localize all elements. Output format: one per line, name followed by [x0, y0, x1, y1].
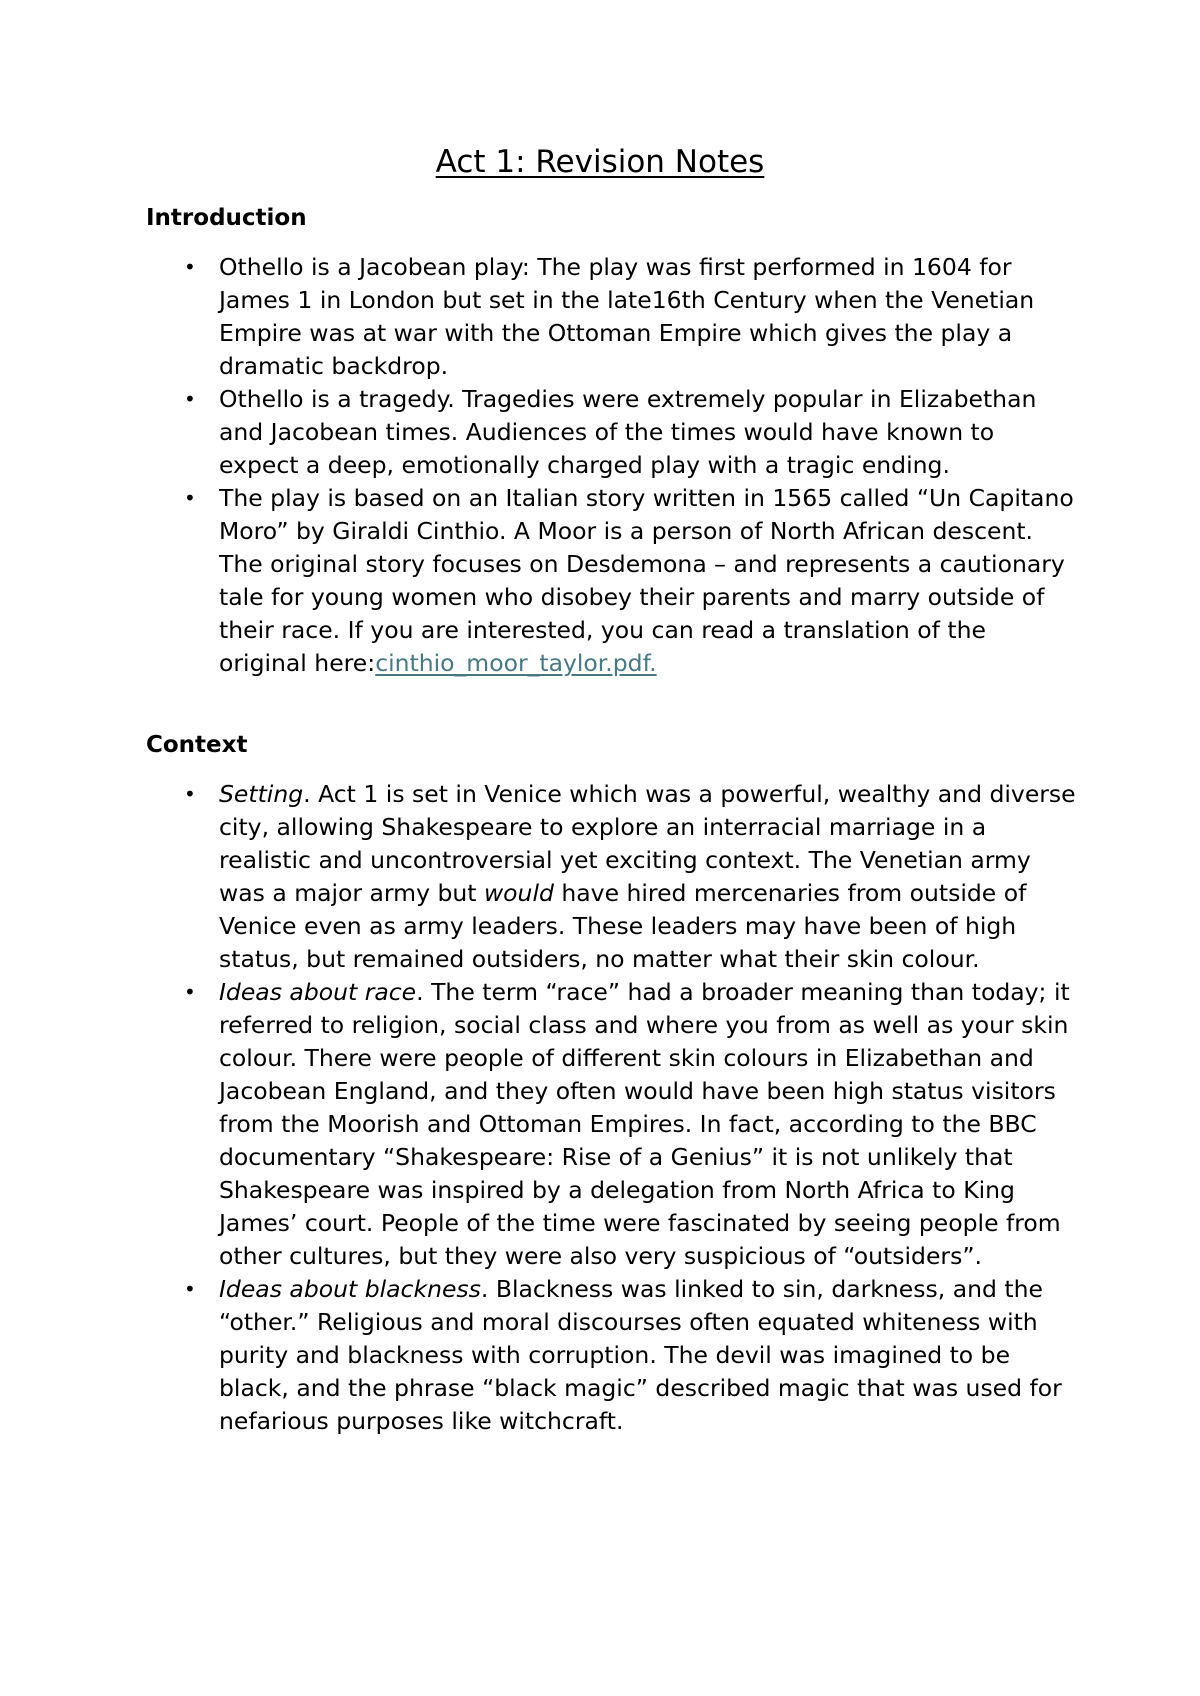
page-title: Act 1: Revision Notes	[435, 144, 765, 180]
context-list	[146, 778, 1076, 1438]
list-item	[146, 482, 1076, 680]
race-lead: Ideas about race	[219, 978, 417, 1006]
context-heading: Context	[146, 732, 248, 758]
list-item	[146, 1273, 1076, 1438]
list-item	[146, 251, 1076, 383]
introduction-heading: Introduction	[146, 205, 307, 231]
list-item-text: . Act 1 is set in Venice which was a powerful, wealthy and diverse city, allowing Shakespeare to explore an interracial marriage in a realistic and uncontroversial yet exciting context. The Venetian army was a major army but	[219, 780, 1076, 907]
list-item	[146, 778, 1076, 976]
bullet-icon: •	[184, 387, 196, 411]
bullet-icon: •	[184, 486, 196, 510]
list-item-text: Othello is a Jacobean play: The play was first performed in 1604 for James 1 in London but set in the late16th Century when the Venetian Empire was at war with the Ottoman Empire which gives the play a dramatic backdrop.	[219, 253, 1035, 380]
pdf-link[interactable]: cinthio_moor_taylor.pdf.	[375, 649, 657, 677]
bullet-icon: •	[184, 782, 196, 806]
bullet-icon: •	[184, 980, 196, 1004]
list-item	[146, 976, 1076, 1273]
list-item-text: Othello is a tragedy. Tragedies were extremely popular in Elizabethan and Jacobean times. Audiences of the times would have known to expect a deep, emotionally charged play with a tragic ending.	[219, 385, 1037, 479]
setting-lead: Setting	[219, 780, 304, 808]
bullet-icon: •	[184, 255, 196, 279]
list-item-text: . Blackness was linked to sin, darkness, and the “other.” Religious and moral discourses often equated whiteness with purity and blackness with corruption. The devil was imagined to be black, and the phrase “black magic” described magic that was used for nefarious purposes like witchcraft.	[219, 1275, 1062, 1435]
list-item-text: . The term “race” had a broader meaning than today; it referred to religion, social class and where you from as well as your skin colour. There were people of different skin colours in Elizabethan and Jacobean England, and they often would have been high status visitors from the Moorish and Ottoman Empires. In fact, according to the BBC documentary “Shakespeare: Rise of a Genius” it is not unlikely that Shakespeare was inspired by a delegation from North Africa to King James’ court. People of the time were fascinated by seeing people from other cultures, but they were also very suspicious of “outsiders”.	[219, 978, 1070, 1270]
list-item	[146, 383, 1076, 482]
blackness-lead: Ideas about blackness	[219, 1275, 481, 1303]
list-item-text: The play is based on an Italian story written in 1565 called “Un Capitano Moro” by Giraldi Cinthio. A Moor is a person of North African descent. The original story focuses on Desdemona – and represents a cautionary tale for young women who disobey their parents and marry outside of their race. If you are interested, you can read a translation of the original here:	[219, 484, 1074, 677]
introduction-list	[146, 251, 1076, 680]
bullet-icon: •	[184, 1277, 196, 1301]
list-item-text: have hired mercenaries from outside of Venice even as army leaders. These leaders may have been of high status, but remained outsiders, no matter what their skin colour.	[219, 879, 1027, 973]
emphasis-text: would	[483, 879, 554, 907]
